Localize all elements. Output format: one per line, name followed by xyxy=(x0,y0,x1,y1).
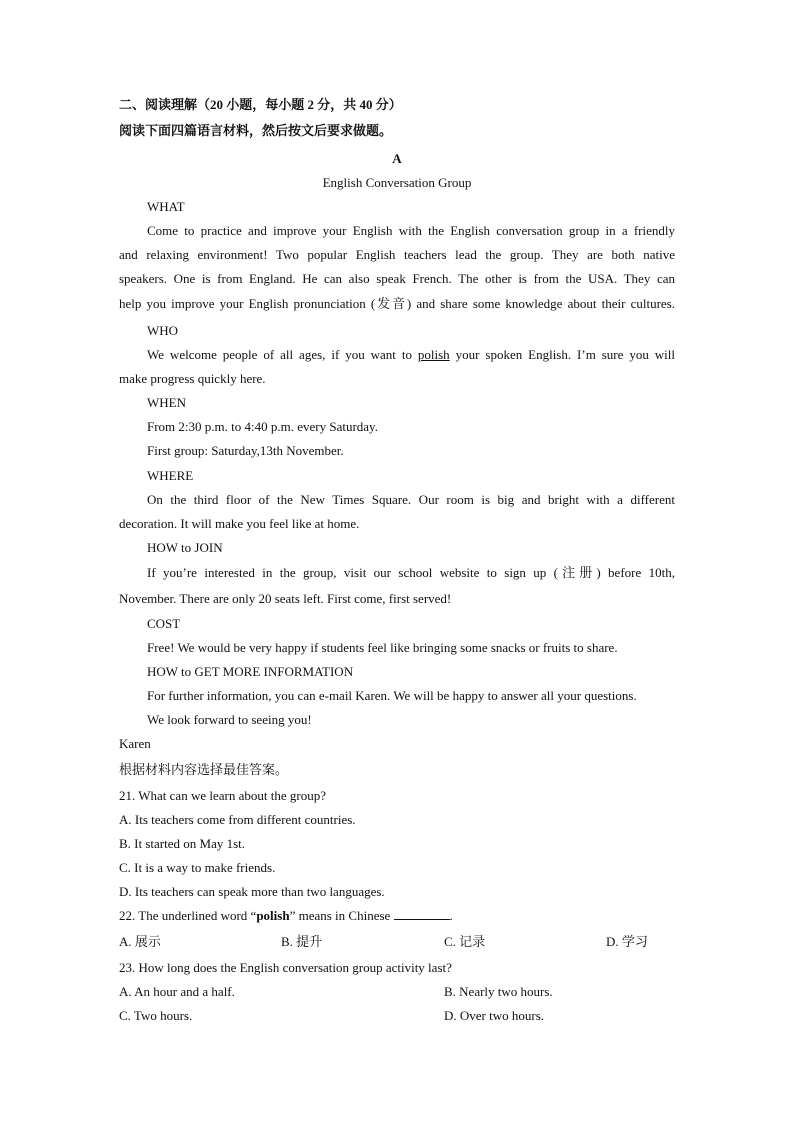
q22-stem-bold-word: polish xyxy=(256,908,290,923)
q22-stem-end: . xyxy=(449,908,453,923)
what-line-3: speakers. One is from England. He can also speak French. The other is from the USA. They can xyxy=(119,271,675,286)
what-line-1: Come to practice and improve your English with the English conversation group in a friendly xyxy=(147,223,675,238)
q23-option-d: D. Over two hours. xyxy=(444,1008,545,1023)
q22-option-a: A. 展示 xyxy=(119,934,161,949)
what-line-4: help you improve your English pronunciation (发音) and share some knowledge about their cultures. xyxy=(119,296,675,311)
section-heading: 二、阅读理解（20 小题，每小题 2 分，共 40 分） xyxy=(119,97,402,112)
who-line-2: make progress quickly here. xyxy=(119,371,266,386)
where-line-1: On the third floor of the New Times Square. Our room is big and bright with a different xyxy=(147,492,675,507)
q23-option-a: A. An hour and a half. xyxy=(119,984,235,999)
passage-title: English Conversation Group xyxy=(322,175,472,190)
q21-option-c: C. It is a way to make friends. xyxy=(119,860,276,875)
where-heading: WHERE xyxy=(147,468,194,483)
what-line-2: and relaxing environment! Two popular English teachers lead the group. They are both native xyxy=(119,247,675,262)
who-heading: WHO xyxy=(147,323,179,338)
underlined-word-polish: polish xyxy=(417,347,450,362)
info-heading: HOW to GET MORE INFORMATION xyxy=(147,664,354,679)
q23-option-c: C. Two hours. xyxy=(119,1008,193,1023)
q22-stem-start: 22. The underlined word “ xyxy=(119,908,257,923)
q22-stem-middle: ” means in Chinese xyxy=(289,908,394,923)
who-line-1-end: your spoken English. I’m sure you will xyxy=(449,347,675,362)
who-line-1-start: We welcome people of all ages, if you want to xyxy=(147,347,418,362)
q21-option-b: B. It started on May 1st. xyxy=(119,836,246,851)
when-line-1: From 2:30 p.m. to 4:40 p.m. every Saturday. xyxy=(147,419,378,434)
q23-stem: 23. How long does the English conversation group activity last? xyxy=(119,960,452,975)
questions-instruction: 根据材料内容选择最佳答案。 xyxy=(119,762,289,777)
q21-stem: 21. What can we learn about the group? xyxy=(119,788,326,803)
who-line-1 xyxy=(147,346,675,364)
cost-heading: COST xyxy=(147,616,181,631)
passage-letter: A xyxy=(392,151,402,166)
info-line-2: We look forward to seeing you! xyxy=(147,712,312,727)
when-line-2: First group: Saturday,13th November. xyxy=(147,443,344,458)
join-heading: HOW to JOIN xyxy=(147,540,223,555)
q21-option-d: D. Its teachers can speak more than two languages. xyxy=(119,884,385,899)
q22-option-c: C. 记录 xyxy=(444,934,486,949)
what-heading: WHAT xyxy=(147,199,185,214)
section-instruction: 阅读下面四篇语言材料，然后按文后要求做题。 xyxy=(119,123,393,138)
q22-option-b: B. 提升 xyxy=(281,934,323,949)
answer-blank xyxy=(394,907,450,920)
when-heading: WHEN xyxy=(147,395,186,410)
q23-option-b: B. Nearly two hours. xyxy=(444,984,553,999)
q21-option-a: A. Its teachers come from different countries. xyxy=(119,812,356,827)
q22-option-d: D. 学习 xyxy=(606,934,648,949)
q22-stem xyxy=(119,907,675,925)
cost-line: Free! We would be very happy if students feel like bringing some snacks or fruits to share. xyxy=(147,640,618,655)
join-line-2: November. There are only 20 seats left. First come, first served! xyxy=(119,591,452,606)
join-line-1: If you’re interested in the group, visit our school website to sign up (注册) before 10th, xyxy=(147,565,675,580)
info-line-1: For further information, you can e-mail Karen. We will be happy to answer all your questions. xyxy=(147,688,637,703)
signature: Karen xyxy=(119,736,151,751)
where-line-2: decoration. It will make you feel like at home. xyxy=(119,516,360,531)
